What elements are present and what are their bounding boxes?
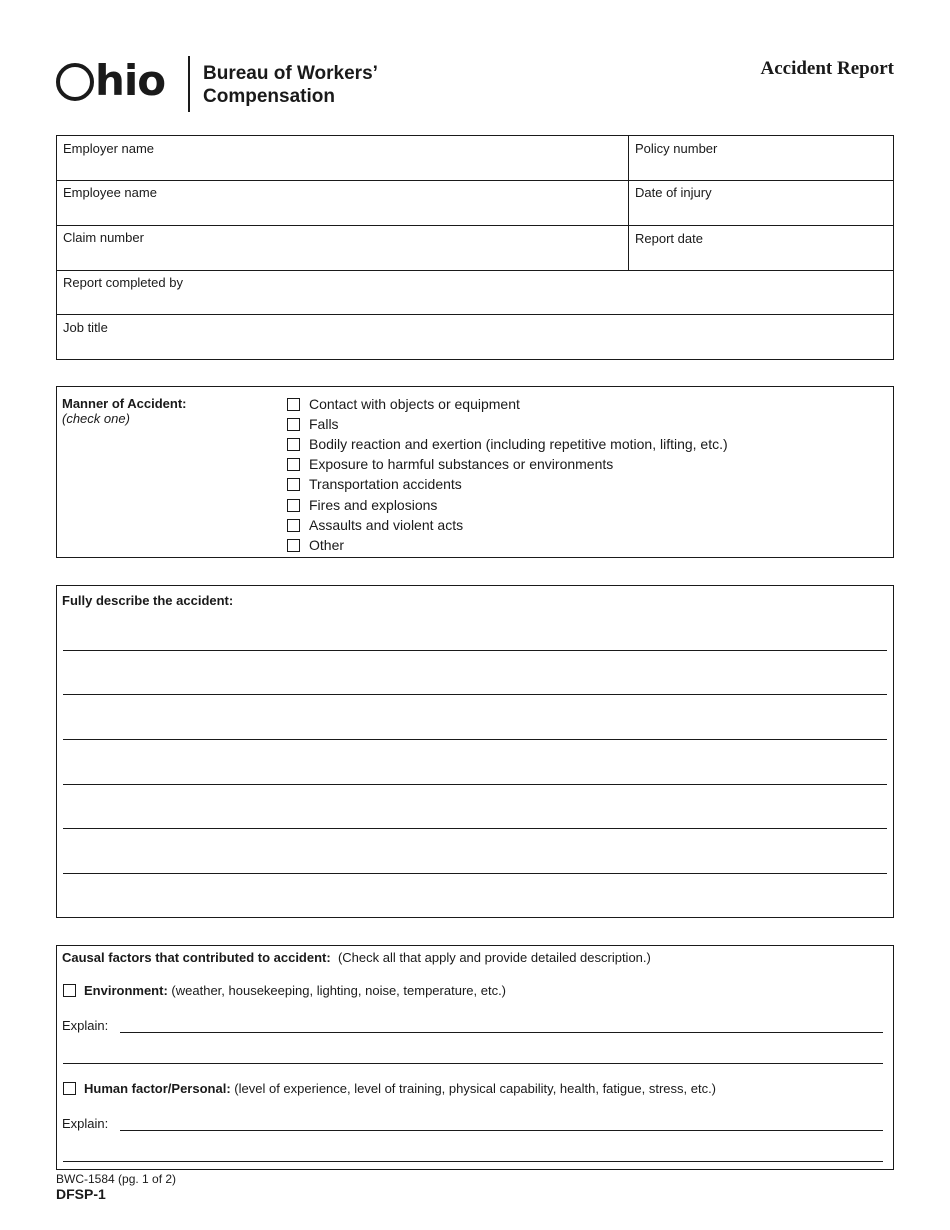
checkbox[interactable] — [287, 519, 300, 532]
job-title-field[interactable] — [57, 316, 893, 359]
causal-human-factor[interactable] — [63, 1081, 716, 1096]
checkbox[interactable] — [287, 478, 300, 491]
employee-name-field[interactable] — [57, 181, 627, 225]
logo-divider — [188, 56, 190, 112]
checkbox[interactable] — [63, 984, 76, 997]
explain-label: Explain: — [62, 1018, 109, 1033]
bureau-name-line2: Compensation — [203, 86, 335, 107]
manner-option[interactable] — [287, 435, 728, 453]
explain-line[interactable] — [120, 1032, 883, 1033]
description-line[interactable] — [63, 650, 887, 651]
manner-option-label: Fires and explosions — [309, 497, 438, 513]
causal-section — [56, 945, 894, 1170]
policy-number-field[interactable] — [629, 137, 893, 180]
manner-option-label: Falls — [309, 416, 339, 432]
causal-heading — [62, 950, 651, 965]
description-label: Fully describe the accident: — [62, 593, 234, 608]
description-line[interactable] — [63, 873, 887, 874]
causal-environment[interactable] — [63, 983, 506, 998]
manner-title: Manner of Accident: — [62, 396, 187, 411]
employer-name-field[interactable] — [57, 137, 627, 180]
checkbox[interactable] — [287, 499, 300, 512]
document-title: Accident Report — [760, 58, 894, 79]
manner-option[interactable] — [287, 496, 437, 514]
manner-option-label: Transportation accidents — [309, 476, 462, 492]
report-date-field[interactable] — [629, 227, 893, 270]
manner-option[interactable] — [287, 395, 520, 413]
checkbox[interactable] — [287, 458, 300, 471]
explain-line[interactable] — [63, 1161, 883, 1162]
manner-option[interactable] — [287, 536, 344, 554]
description-line[interactable] — [63, 739, 887, 740]
date-of-injury-label: Date of injury — [635, 185, 712, 200]
form-id: DFSP-1 — [56, 1186, 106, 1202]
causal-item-detail: (weather, housekeeping, lighting, noise, temperature, etc.) — [171, 983, 507, 998]
ohio-logo-text: hio — [95, 56, 166, 105]
explain-label: Explain: — [62, 1116, 109, 1131]
employee-name-label: Employee name — [63, 185, 157, 200]
causal-item-detail: (level of experience, level of training, physical capability, health, fatigue, stress, etc.) — [234, 1081, 717, 1096]
report-completed-by-field[interactable] — [57, 271, 893, 314]
description-line[interactable] — [63, 784, 887, 785]
checkbox[interactable] — [287, 539, 300, 552]
manner-option-label: Exposure to harmful substances or environments — [309, 456, 614, 472]
form-code: BWC-1584 (pg. 1 of 2) — [56, 1172, 177, 1186]
description-line[interactable] — [63, 694, 887, 695]
causal-heading-bold: Causal factors that contributed to accident: — [62, 950, 331, 965]
causal-item-label: Human factor/Personal: — [84, 1081, 231, 1096]
description-section — [56, 585, 894, 918]
report-date-label: Report date — [635, 231, 703, 246]
manner-option-label: Bodily reaction and exertion (including repetitive motion, lifting, etc.) — [309, 436, 728, 452]
manner-option[interactable] — [287, 455, 613, 473]
description-line[interactable] — [63, 828, 887, 829]
employer-name-label: Employer name — [63, 141, 155, 156]
manner-option-label: Assaults and violent acts — [309, 517, 464, 533]
checkbox[interactable] — [287, 418, 300, 431]
report-completed-by-label: Report completed by — [63, 275, 183, 290]
manner-option-label: Contact with objects or equipment — [309, 396, 520, 412]
policy-number-label: Policy number — [635, 141, 718, 156]
bureau-name-line1: Bureau of Workers’ — [203, 63, 378, 84]
bureau-name — [203, 62, 378, 108]
checkbox[interactable] — [287, 398, 300, 411]
manner-option[interactable] — [287, 415, 339, 433]
manner-label — [62, 396, 186, 426]
explain-line[interactable] — [63, 1063, 883, 1064]
manner-option[interactable] — [287, 516, 463, 534]
claim-number-label: Claim number — [63, 230, 144, 245]
divider — [57, 314, 893, 315]
ohio-logo — [56, 58, 165, 104]
explain-line[interactable] — [120, 1130, 883, 1131]
checkbox[interactable] — [63, 1082, 76, 1095]
manner-hint: (check one) — [62, 411, 130, 426]
manner-option[interactable] — [287, 475, 462, 493]
job-title-label: Job title — [63, 320, 108, 335]
checkbox[interactable] — [287, 438, 300, 451]
claim-number-field[interactable] — [57, 226, 627, 270]
causal-item-label: Environment: — [84, 983, 168, 998]
date-of-injury-field[interactable] — [629, 181, 893, 225]
ohio-logo-o-icon — [56, 63, 94, 101]
causal-heading-rest: (Check all that apply and provide detailed description.) — [337, 950, 651, 965]
manner-option-label: Other — [309, 537, 345, 553]
